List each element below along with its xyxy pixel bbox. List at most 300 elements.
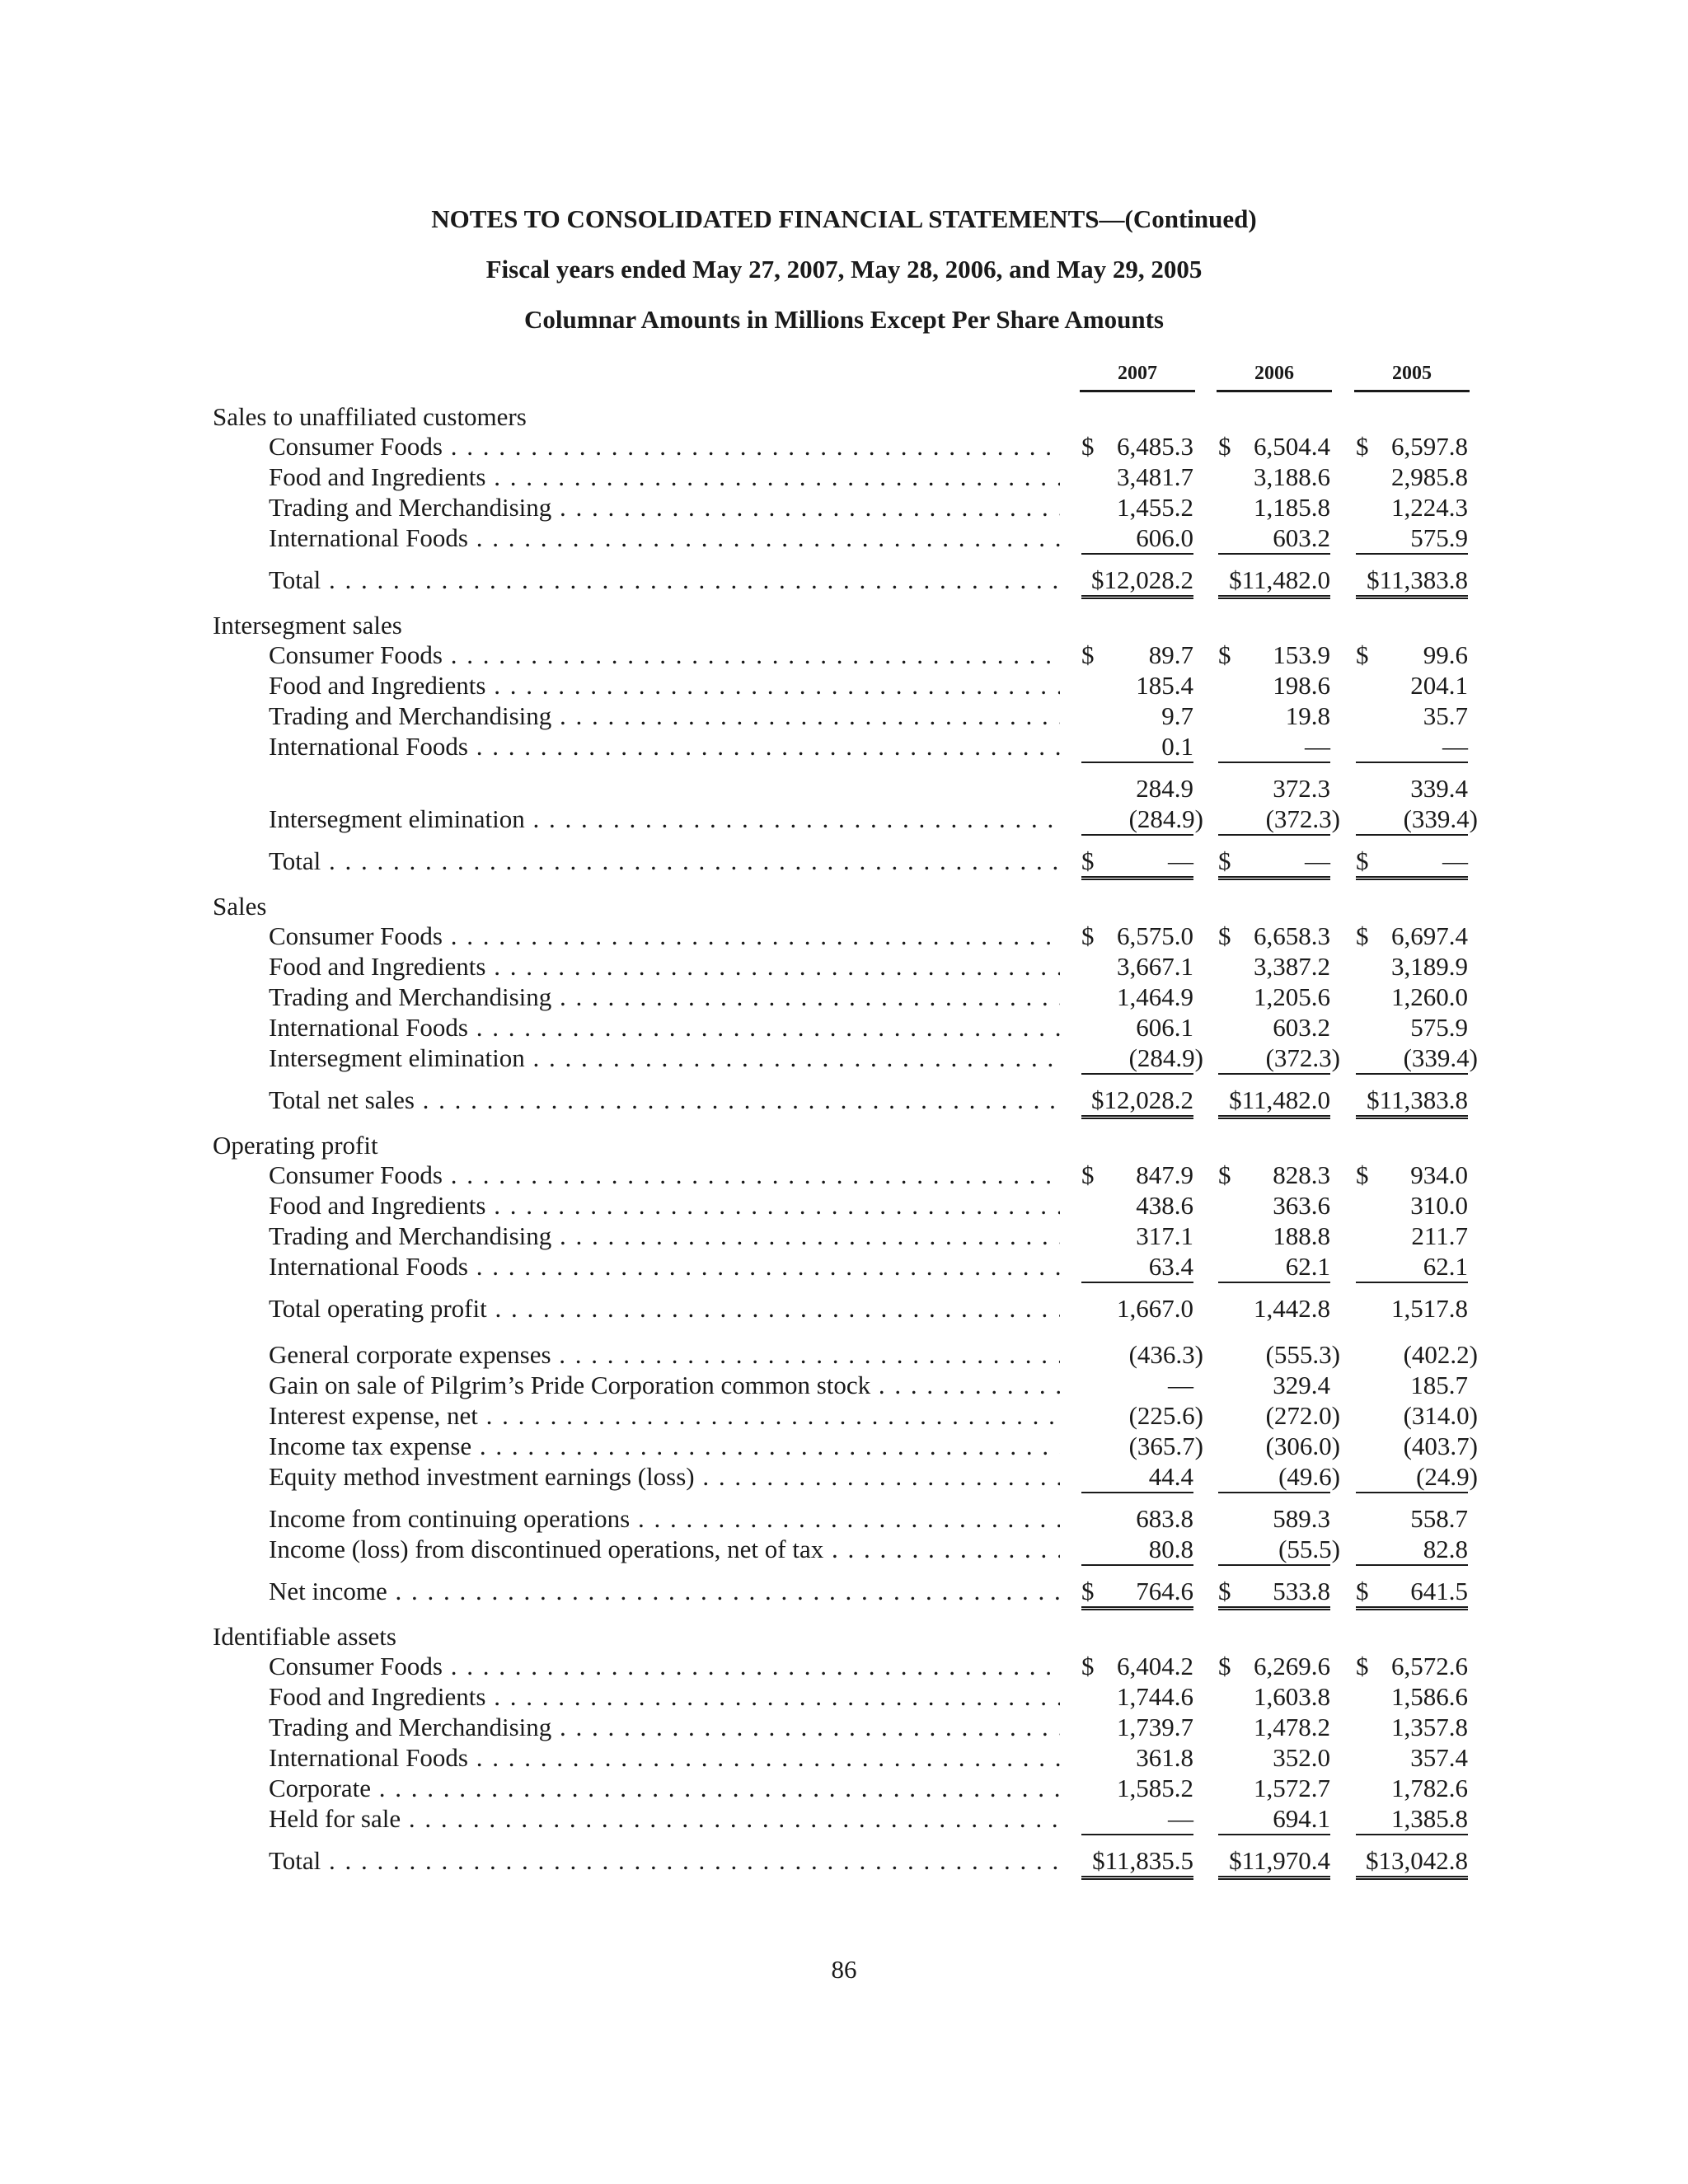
cell-value: (339.4): [1403, 804, 1478, 833]
value-cell-2006: [1218, 921, 1330, 951]
cell-value: 89.7: [1148, 640, 1193, 669]
value-cell-2005: [1356, 921, 1468, 951]
cell-value: 828.3: [1273, 1160, 1330, 1189]
value-cell-2005: [1356, 951, 1468, 982]
row-label: Consumer Foods . . .: [269, 1160, 1060, 1190]
row-label: Identifiable assets: [213, 1622, 396, 1651]
cell-value: $11,970.4: [1229, 1846, 1330, 1875]
row-label: International Foods . . .: [269, 1012, 1060, 1043]
table-row: [0, 1160, 1688, 1190]
cell-value: 363.6: [1273, 1191, 1330, 1220]
cell-value: 533.8: [1273, 1577, 1330, 1605]
value-cell-2005: [1356, 1681, 1468, 1712]
value-cell-2005: [1356, 1742, 1468, 1773]
table-row: [0, 670, 1688, 701]
value-cell-2005: [1356, 982, 1468, 1012]
section-header: [0, 610, 1688, 640]
row-label: Trading and Merchandising . . .: [269, 492, 1060, 523]
cell-value: 0.1: [1161, 732, 1193, 761]
cell-value: 1,385.8: [1391, 1804, 1468, 1833]
cell-value: 847.9: [1136, 1160, 1193, 1189]
table-row: [0, 1503, 1688, 1534]
page-title: NOTES TO CONSOLIDATED FINANCIAL STATEMENTS—(Continued): [431, 204, 1257, 233]
value-cell-2006: [1218, 804, 1340, 836]
value-cell-2005: [1356, 1576, 1468, 1610]
value-cell-2005: [1356, 773, 1468, 804]
value-cell-2006: [1218, 1400, 1340, 1431]
row-label: Intersegment elimination . . .: [269, 1043, 1060, 1073]
table-row: [0, 1251, 1688, 1282]
value-cell-2007: [1081, 462, 1193, 492]
value-cell-2007: [1081, 1221, 1193, 1251]
table-row: [0, 1681, 1688, 1712]
row-label: Consumer Foods . . .: [269, 921, 1060, 951]
cell-value: 575.9: [1410, 1013, 1468, 1042]
table-row: [0, 565, 1688, 595]
cell-value: 641.5: [1410, 1577, 1468, 1605]
page-number: 86: [831, 1955, 857, 1984]
value-cell-2006: [1218, 1221, 1330, 1251]
table-row: [0, 1190, 1688, 1221]
value-cell-2006: [1218, 1534, 1340, 1566]
value-cell-2007: [1081, 701, 1193, 731]
value-cell-2007: [1081, 565, 1193, 599]
dollar-sign: $: [1356, 921, 1369, 950]
cell-value: 317.1: [1136, 1221, 1193, 1250]
cell-value: 6,572.6: [1391, 1652, 1468, 1680]
value-cell-2006: [1218, 1803, 1330, 1835]
cell-value: (314.0): [1403, 1401, 1478, 1430]
row-label: Food and Ingredients . . .: [269, 670, 1060, 701]
cell-value: 6,504.4: [1254, 432, 1330, 461]
cell-value: 3,189.9: [1391, 952, 1468, 981]
cell-value: 185.7: [1410, 1371, 1468, 1399]
value-cell-2005: [1356, 1339, 1478, 1370]
row-label: Trading and Merchandising . . .: [269, 1712, 1060, 1742]
cell-value: 1,782.6: [1391, 1774, 1468, 1802]
value-cell-2005: [1356, 565, 1468, 599]
table-row: [0, 1085, 1688, 1115]
row-label: Intersegment elimination . . .: [269, 804, 1060, 834]
value-cell-2006: [1218, 1742, 1330, 1773]
value-cell-2006: [1218, 1339, 1340, 1370]
value-cell-2005: [1356, 1803, 1468, 1835]
table-row: [0, 1651, 1688, 1681]
section-header: [0, 401, 1688, 432]
cell-value: 694.1: [1273, 1804, 1330, 1833]
cell-value: 1,585.2: [1117, 1774, 1193, 1802]
table-row: [0, 846, 1688, 876]
cell-value: 603.2: [1273, 1013, 1330, 1042]
cell-value: 1,260.0: [1391, 982, 1468, 1011]
row-label: Interest expense, net . . .: [269, 1400, 1060, 1431]
value-cell-2007: [1081, 731, 1193, 763]
value-cell-2007: [1081, 1651, 1193, 1681]
row-label: Income (loss) from discontinued operations, net of tax . . .: [269, 1534, 1060, 1564]
value-cell-2005: [1356, 1651, 1468, 1681]
cell-value: 3,481.7: [1117, 462, 1193, 491]
cell-value: 6,404.2: [1117, 1652, 1193, 1680]
row-label: Net income . . .: [269, 1576, 1060, 1606]
value-cell-2007: [1081, 1576, 1193, 1610]
cell-value: —: [1168, 1804, 1193, 1833]
value-cell-2005: [1356, 1293, 1468, 1324]
section-header: [0, 1621, 1688, 1652]
value-cell-2006: [1218, 1370, 1330, 1400]
cell-value: (49.6): [1278, 1462, 1340, 1491]
cell-value: 339.4: [1410, 774, 1468, 803]
table-row: [0, 1534, 1688, 1564]
value-cell-2006: [1218, 1251, 1330, 1283]
cell-value: 3,387.2: [1254, 952, 1330, 981]
row-label: Total . . .: [269, 565, 1060, 595]
table-row: [0, 1370, 1688, 1400]
value-cell-2006: [1218, 1681, 1330, 1712]
cell-value: 211.7: [1411, 1221, 1468, 1250]
value-cell-2006: [1218, 462, 1330, 492]
dollar-sign: $: [1218, 1160, 1231, 1189]
value-cell-2007: [1081, 1773, 1193, 1803]
value-cell-2007: [1081, 1085, 1193, 1119]
cell-value: 188.8: [1273, 1221, 1330, 1250]
value-cell-2006: [1218, 1651, 1330, 1681]
value-cell-2005: [1356, 462, 1468, 492]
value-cell-2005: [1356, 431, 1468, 462]
value-cell-2006: [1218, 1160, 1330, 1190]
row-label: General corporate expenses . . .: [269, 1339, 1060, 1370]
cell-value: 438.6: [1136, 1191, 1193, 1220]
value-cell-2007: [1081, 1845, 1193, 1880]
row-label: Intersegment sales: [213, 611, 402, 640]
row-label: International Foods . . .: [269, 523, 1060, 553]
cell-value: 6,658.3: [1254, 921, 1330, 950]
cell-value: (339.4): [1403, 1043, 1478, 1072]
dollar-sign: $: [1081, 1160, 1095, 1189]
table-row: [0, 1012, 1688, 1043]
value-cell-2005: [1356, 1461, 1478, 1493]
cell-value: 1,586.6: [1391, 1682, 1468, 1711]
cell-value: 2,985.8: [1391, 462, 1468, 491]
value-cell-2005: [1356, 492, 1468, 523]
table-row: [0, 982, 1688, 1012]
cell-value: 6,485.3: [1117, 432, 1193, 461]
cell-value: 62.1: [1285, 1252, 1330, 1281]
value-cell-2005: [1356, 731, 1468, 763]
cell-value: (284.9): [1128, 804, 1203, 833]
column-header-2005: 2005: [1354, 363, 1470, 392]
table-row: [0, 804, 1688, 834]
row-label: Operating profit: [213, 1131, 378, 1160]
value-cell-2007: [1081, 1012, 1193, 1043]
value-cell-2005: [1356, 1251, 1468, 1283]
cell-value: 1,667.0: [1117, 1294, 1193, 1323]
table-row: [0, 701, 1688, 731]
value-cell-2007: [1081, 951, 1193, 982]
cell-value: 1,185.8: [1254, 493, 1330, 522]
cell-value: (306.0): [1265, 1432, 1340, 1460]
value-cell-2007: [1081, 1712, 1193, 1742]
cell-value: —: [1305, 732, 1330, 761]
value-cell-2007: [1081, 1339, 1203, 1370]
value-cell-2007: [1081, 846, 1193, 880]
cell-value: 589.3: [1273, 1504, 1330, 1533]
cell-value: 204.1: [1410, 671, 1468, 700]
value-cell-2005: [1356, 846, 1468, 880]
cell-value: $11,482.0: [1229, 1085, 1330, 1114]
cell-value: 9.7: [1161, 701, 1193, 730]
cell-value: (272.0): [1265, 1401, 1340, 1430]
value-cell-2006: [1218, 431, 1330, 462]
value-cell-2007: [1081, 1431, 1203, 1461]
value-cell-2007: [1081, 804, 1203, 836]
cell-value: 185.4: [1136, 671, 1193, 700]
dollar-sign: $: [1356, 640, 1369, 669]
table-row: [0, 1221, 1688, 1251]
row-label: Consumer Foods . . .: [269, 640, 1060, 670]
cell-value: 99.6: [1423, 640, 1468, 669]
dollar-sign: $: [1356, 1652, 1369, 1680]
cell-value: 80.8: [1148, 1535, 1193, 1563]
cell-value: 1,739.7: [1117, 1713, 1193, 1741]
value-cell-2006: [1218, 1845, 1330, 1880]
row-label: Income from continuing operations . . .: [269, 1503, 1060, 1534]
value-cell-2006: [1218, 1503, 1330, 1534]
value-cell-2005: [1356, 1534, 1468, 1566]
value-cell-2007: [1081, 1251, 1193, 1283]
value-cell-2007: [1081, 640, 1193, 670]
cell-value: (403.7): [1403, 1432, 1478, 1460]
value-cell-2007: [1081, 773, 1193, 804]
table-row: [0, 431, 1688, 462]
table-row: [0, 1845, 1688, 1876]
cell-value: 44.4: [1148, 1462, 1193, 1491]
cell-value: 361.8: [1136, 1743, 1193, 1772]
dollar-sign: $: [1081, 640, 1095, 669]
cell-value: 284.9: [1136, 774, 1193, 803]
value-cell-2006: [1218, 1576, 1330, 1610]
dollar-sign: $: [1218, 1652, 1231, 1680]
dollar-sign: $: [1081, 1652, 1095, 1680]
cell-value: 1,744.6: [1117, 1682, 1193, 1711]
cell-value: 1,357.8: [1391, 1713, 1468, 1741]
dollar-sign: $: [1356, 432, 1369, 461]
dollar-sign: $: [1218, 640, 1231, 669]
row-label: Food and Ingredients . . .: [269, 951, 1060, 982]
cell-value: 329.4: [1273, 1371, 1330, 1399]
table-row: [0, 1043, 1688, 1073]
value-cell-2007: [1081, 523, 1193, 555]
cell-value: (225.6): [1128, 1401, 1203, 1430]
cell-value: 1,478.2: [1254, 1713, 1330, 1741]
cell-value: 6,269.6: [1254, 1652, 1330, 1680]
value-cell-2005: [1356, 523, 1468, 555]
table-row: [0, 1461, 1688, 1492]
row-label: Trading and Merchandising . . .: [269, 982, 1060, 1012]
cell-value: (372.3): [1265, 1043, 1340, 1072]
value-cell-2006: [1218, 640, 1330, 670]
cell-value: $13,042.8: [1366, 1846, 1468, 1875]
value-cell-2005: [1356, 1431, 1478, 1461]
cell-value: 934.0: [1410, 1160, 1468, 1189]
value-cell-2007: [1081, 1160, 1193, 1190]
cell-value: 1,464.9: [1117, 982, 1193, 1011]
section-header: [0, 891, 1688, 921]
cell-value: 3,667.1: [1117, 952, 1193, 981]
row-label: Food and Ingredients . . .: [269, 1190, 1060, 1221]
table-row: [0, 1742, 1688, 1773]
value-cell-2006: [1218, 701, 1330, 731]
value-cell-2005: [1356, 1043, 1478, 1075]
cell-value: 6,597.8: [1391, 432, 1468, 461]
value-cell-2006: [1218, 1773, 1330, 1803]
value-cell-2005: [1356, 640, 1468, 670]
value-cell-2005: [1356, 1190, 1468, 1221]
table-row: [0, 1400, 1688, 1431]
row-label: International Foods . . .: [269, 1251, 1060, 1282]
value-cell-2006: [1218, 846, 1330, 880]
row-label: Trading and Merchandising . . .: [269, 1221, 1060, 1251]
cell-value: 153.9: [1273, 640, 1330, 669]
value-cell-2005: [1356, 1221, 1468, 1251]
cell-value: 198.6: [1273, 671, 1330, 700]
value-cell-2007: [1081, 1534, 1193, 1566]
value-cell-2007: [1081, 1293, 1193, 1324]
cell-value: 558.7: [1410, 1504, 1468, 1533]
row-label: Food and Ingredients . . .: [269, 462, 1060, 492]
table-row: [0, 1293, 1688, 1324]
cell-value: 35.7: [1423, 701, 1468, 730]
cell-value: 603.2: [1273, 523, 1330, 552]
table-row: [0, 921, 1688, 951]
value-cell-2006: [1218, 1293, 1330, 1324]
column-header-2006: 2006: [1217, 363, 1332, 392]
value-cell-2006: [1218, 492, 1330, 523]
dollar-sign: $: [1081, 846, 1095, 875]
value-cell-2005: [1356, 1400, 1478, 1431]
value-cell-2006: [1218, 773, 1330, 804]
cell-value: 1,455.2: [1117, 493, 1193, 522]
row-label: Consumer Foods . . .: [269, 431, 1060, 462]
row-label: Sales to unaffiliated customers: [213, 402, 527, 431]
value-cell-2007: [1081, 492, 1193, 523]
cell-value: 19.8: [1285, 701, 1330, 730]
table-row: [0, 1712, 1688, 1742]
value-cell-2006: [1218, 1085, 1330, 1119]
section-header: [0, 1130, 1688, 1160]
value-cell-2007: [1081, 1461, 1193, 1493]
table-row: [0, 773, 1688, 804]
value-cell-2007: [1081, 670, 1193, 701]
cell-value: (55.5): [1278, 1535, 1340, 1563]
cell-value: 1,205.6: [1254, 982, 1330, 1011]
value-cell-2007: [1081, 1400, 1203, 1431]
cell-value: 1,517.8: [1391, 1294, 1468, 1323]
value-cell-2005: [1356, 701, 1468, 731]
value-cell-2006: [1218, 982, 1330, 1012]
cell-value: $12,028.2: [1091, 565, 1193, 594]
value-cell-2005: [1356, 1160, 1468, 1190]
value-cell-2006: [1218, 1431, 1340, 1461]
page-note: Columnar Amounts in Millions Except Per Share Amounts: [524, 305, 1164, 334]
cell-value: —: [1442, 846, 1468, 875]
table-row: [0, 523, 1688, 553]
row-label: Corporate . . .: [269, 1773, 1060, 1803]
value-cell-2005: [1356, 1773, 1468, 1803]
row-label: Sales: [213, 892, 267, 921]
value-cell-2005: [1356, 1503, 1468, 1534]
cell-value: $11,835.5: [1092, 1846, 1193, 1875]
value-cell-2005: [1356, 1845, 1468, 1880]
dollar-sign: $: [1081, 1577, 1095, 1605]
cell-value: 352.0: [1273, 1743, 1330, 1772]
cell-value: 606.0: [1136, 523, 1193, 552]
value-cell-2005: [1356, 804, 1478, 836]
cell-value: $11,383.8: [1367, 1085, 1468, 1114]
cell-value: $11,482.0: [1229, 565, 1330, 594]
row-label: International Foods . . .: [269, 731, 1060, 762]
table-row: [0, 951, 1688, 982]
cell-value: 764.6: [1136, 1577, 1193, 1605]
cell-value: 683.8: [1136, 1504, 1193, 1533]
cell-value: (284.9): [1128, 1043, 1203, 1072]
cell-value: —: [1168, 1371, 1193, 1399]
row-label: Total . . .: [269, 846, 1060, 876]
cell-value: 82.8: [1423, 1535, 1468, 1563]
cell-value: 575.9: [1410, 523, 1468, 552]
dollar-sign: $: [1218, 432, 1231, 461]
value-cell-2006: [1218, 1461, 1340, 1493]
value-cell-2006: [1218, 1012, 1330, 1043]
value-cell-2007: [1081, 1742, 1193, 1773]
value-cell-2007: [1081, 1043, 1203, 1075]
value-cell-2007: [1081, 1503, 1193, 1534]
cell-value: $11,383.8: [1367, 565, 1468, 594]
cell-value: (24.9): [1416, 1462, 1478, 1491]
row-label: Income tax expense . . .: [269, 1431, 1060, 1461]
value-cell-2005: [1356, 1085, 1468, 1119]
value-cell-2006: [1218, 951, 1330, 982]
row-label: Food and Ingredients . . .: [269, 1681, 1060, 1712]
cell-value: —: [1305, 846, 1330, 875]
cell-value: $12,028.2: [1091, 1085, 1193, 1114]
table-row: [0, 1431, 1688, 1461]
dollar-sign: $: [1356, 846, 1369, 875]
value-cell-2007: [1081, 1681, 1193, 1712]
table-row: [0, 1803, 1688, 1834]
table-row: [0, 492, 1688, 523]
cell-value: 372.3: [1273, 774, 1330, 803]
table-row: [0, 731, 1688, 762]
cell-value: 357.4: [1410, 1743, 1468, 1772]
row-label: Gain on sale of Pilgrim’s Pride Corporation common stock . . .: [269, 1370, 1060, 1400]
value-cell-2006: [1218, 1712, 1330, 1742]
value-cell-2007: [1081, 1190, 1193, 1221]
value-cell-2007: [1081, 982, 1193, 1012]
cell-value: 62.1: [1423, 1252, 1468, 1281]
cell-value: 1,442.8: [1254, 1294, 1330, 1323]
value-cell-2006: [1218, 565, 1330, 599]
cell-value: —: [1168, 846, 1193, 875]
page-subtitle: Fiscal years ended May 27, 2007, May 28, 2006, and May 29, 2005: [485, 255, 1203, 284]
value-cell-2007: [1081, 1370, 1193, 1400]
value-cell-2007: [1081, 1803, 1193, 1835]
table-row: [0, 1339, 1688, 1370]
dollar-sign: $: [1081, 432, 1095, 461]
value-cell-2006: [1218, 1043, 1340, 1075]
row-label: International Foods . . .: [269, 1742, 1060, 1773]
cell-value: 310.0: [1410, 1191, 1468, 1220]
value-cell-2005: [1356, 1012, 1468, 1043]
